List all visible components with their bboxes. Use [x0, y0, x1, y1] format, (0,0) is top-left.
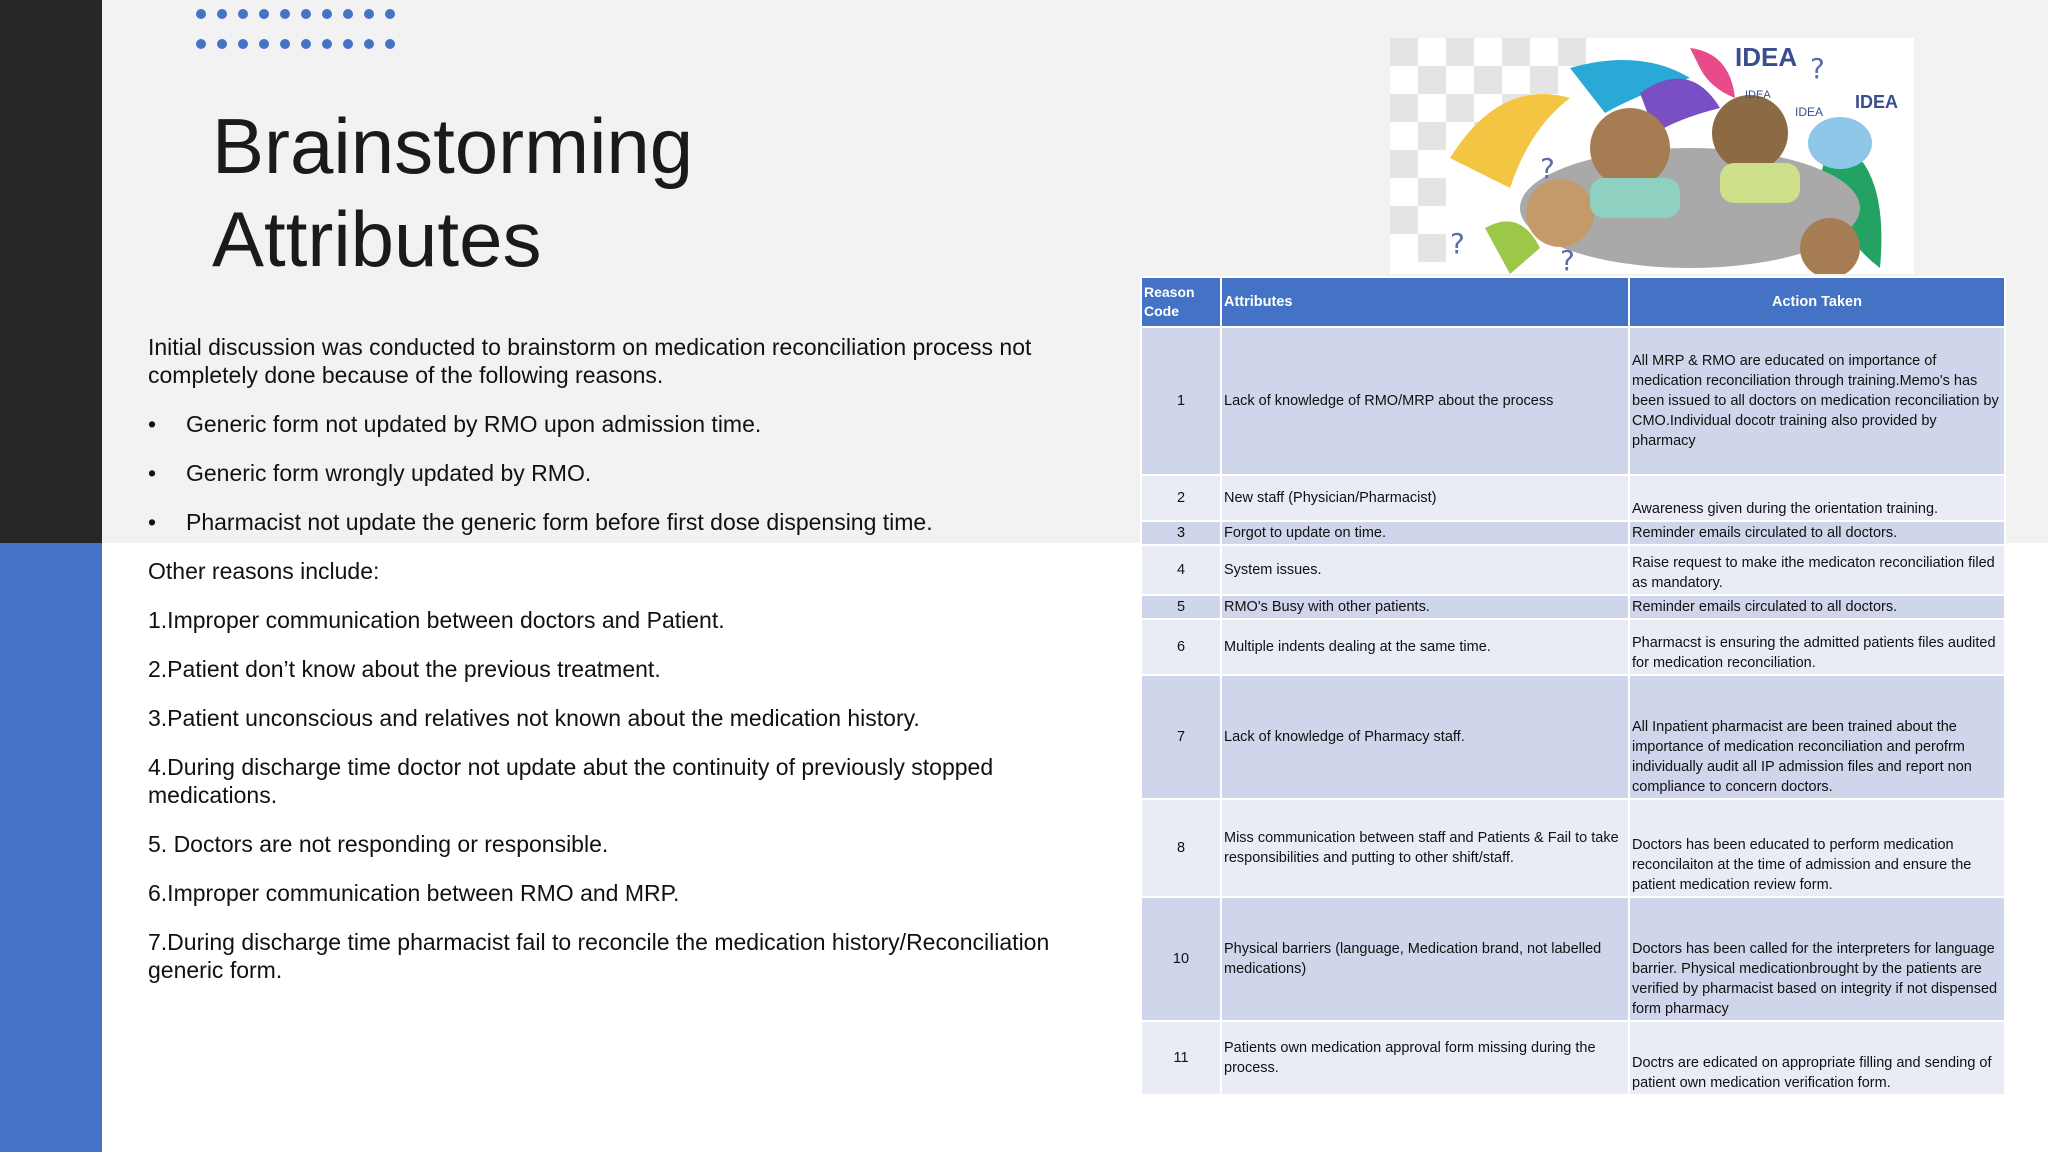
action-cell: Reminder emails circulated to all doctors.	[1629, 595, 2005, 619]
reason-bullet-list	[148, 410, 1088, 536]
header-reason-code: Reason Code	[1141, 277, 1221, 327]
idea-label: IDEA	[1735, 42, 1798, 72]
question-mark-icon: ?	[1540, 152, 1555, 185]
brainstorming-illustration-svg	[1390, 38, 1914, 274]
table-row	[1141, 675, 2005, 799]
other-reason-item: 6.Improper communication between RMO and MRP.	[148, 880, 680, 906]
idea-label: IDEA	[1795, 105, 1824, 119]
reason-code-cell: 7	[1141, 675, 1221, 799]
decorative-dot	[343, 39, 353, 49]
intro-paragraph: Initial discussion was conducted to brainstorm on medication reconciliation process not completely done because of the following reasons.	[148, 334, 1032, 388]
bullet-glyph: •	[148, 509, 157, 535]
decorative-dot	[385, 39, 395, 49]
bullet-item	[148, 410, 1088, 438]
bullet-text: Generic form wrongly updated by RMO.	[186, 460, 592, 486]
decorative-dot	[217, 39, 227, 49]
attribute-cell: Miss communication between staff and Patients & Fail to take responsibilities and putting to other shift/staff.	[1221, 799, 1629, 897]
decorative-dot	[385, 9, 395, 19]
action-cell: Doctors has been called for the interpreters for language barrier. Physical medicationbrought by the patients are verified by pharmacist based on integrity if not dispensed form pharmacy	[1629, 897, 2005, 1021]
table-row	[1141, 327, 2005, 475]
decorative-dot	[301, 39, 311, 49]
table-row	[1141, 799, 2005, 897]
bullet-glyph: •	[148, 460, 157, 486]
brainstorming-illustration	[1390, 38, 1914, 274]
table-header-row	[1141, 277, 2005, 327]
other-reason-item: 7.During discharge time pharmacist fail to reconcile the medication history/Reconciliation generic form.	[148, 929, 1050, 983]
other-reasons-heading: Other reasons include:	[148, 558, 380, 584]
attribute-cell: Forgot to update on time.	[1221, 521, 1629, 545]
attribute-cell: Patients own medication approval form missing during the process.	[1221, 1021, 1629, 1095]
attribute-cell: Physical barriers (language, Medication brand, not labelled medications)	[1221, 897, 1629, 1021]
reason-code-cell: 1	[1141, 327, 1221, 475]
bullet-text: Generic form not updated by RMO upon admission time.	[186, 411, 762, 437]
other-reason-item: 5. Doctors are not responding or responsible.	[148, 831, 609, 857]
decorative-dot-grid	[196, 9, 395, 49]
reason-code-cell: 11	[1141, 1021, 1221, 1095]
decorative-dot	[322, 39, 332, 49]
attribute-cell: New staff (Physician/Pharmacist)	[1221, 475, 1629, 521]
decorative-dot	[259, 9, 269, 19]
action-cell: Awareness given during the orientation training.	[1629, 475, 2005, 521]
decorative-dot	[301, 9, 311, 19]
decorative-dot	[364, 39, 374, 49]
attribute-cell: Lack of knowledge of Pharmacy staff.	[1221, 675, 1629, 799]
question-mark-icon: ?	[1810, 52, 1825, 85]
bullet-item	[148, 459, 1088, 487]
decorative-dot	[259, 39, 269, 49]
reason-code-cell: 3	[1141, 521, 1221, 545]
attribute-cell: Multiple indents dealing at the same time.	[1221, 619, 1629, 675]
bullet-glyph: •	[148, 411, 157, 437]
decorative-dot	[238, 9, 248, 19]
idea-label: IDEA	[1745, 89, 1771, 101]
table-row	[1141, 545, 2005, 595]
left-dark-bar	[0, 0, 102, 543]
table-row	[1141, 897, 2005, 1021]
reason-code-cell: 10	[1141, 897, 1221, 1021]
reason-code-cell: 2	[1141, 475, 1221, 521]
header-action-taken: Action Taken	[1629, 277, 2005, 327]
bullet-item	[148, 508, 1088, 536]
action-cell: Doctrs are edicated on appropriate filling and sending of patient own medication verification form.	[1629, 1021, 2005, 1095]
question-mark-icon: ?	[1560, 244, 1575, 274]
attributes-table	[1140, 276, 2006, 1096]
action-cell: All Inpatient pharmacist are been trained about the importance of medication reconciliation and perofrm individually audit all IP admission files and report non compliance to concern doctors.	[1629, 675, 2005, 799]
action-cell: Raise request to make ithe medicaton reconciliation filed as mandatory.	[1629, 545, 2005, 595]
reason-code-cell: 8	[1141, 799, 1221, 897]
other-reason-item: 3.Patient unconscious and relatives not known about the medication history.	[148, 705, 920, 731]
decorative-dot	[196, 9, 206, 19]
decorative-dot	[280, 9, 290, 19]
action-cell: Doctors has been educated to perform medication reconcilaiton at the time of admission and ensure the patient medication review form.	[1629, 799, 2005, 897]
reason-code-cell: 5	[1141, 595, 1221, 619]
decorative-dot	[238, 39, 248, 49]
reason-code-cell: 4	[1141, 545, 1221, 595]
attribute-cell: System issues.	[1221, 545, 1629, 595]
decorative-dot	[343, 9, 353, 19]
table-row	[1141, 1021, 2005, 1095]
other-reason-item: 4.During discharge time doctor not update abut the continuity of previously stopped medications.	[148, 754, 994, 808]
other-reason-item: 1.Improper communication between doctors and Patient.	[148, 607, 725, 633]
decorative-dot	[364, 9, 374, 19]
action-cell: Reminder emails circulated to all doctors.	[1629, 521, 2005, 545]
question-mark-icon: ?	[1450, 227, 1465, 260]
left-blue-bar	[0, 543, 102, 1152]
other-reason-item: 2.Patient don’t know about the previous treatment.	[148, 656, 661, 682]
decorative-dot	[217, 9, 227, 19]
table-row	[1141, 619, 2005, 675]
decorative-dot	[280, 39, 290, 49]
table-row	[1141, 475, 2005, 521]
bullet-text: Pharmacist not update the generic form before first dose dispensing time.	[186, 509, 933, 535]
idea-label: IDEA	[1855, 92, 1899, 112]
slide-title: Brainstorming Attributes	[212, 102, 694, 283]
decorative-dot	[196, 39, 206, 49]
attribute-cell: RMO's Busy with other patients.	[1221, 595, 1629, 619]
action-cell: All MRP & RMO are educated on importance of medication reconciliation through training.Memo's has been issued to all doctors on medication reconciliation by CMO.Individual docotr training also provided by pharmacy	[1629, 327, 2005, 475]
table-row	[1141, 595, 2005, 619]
body-text	[148, 333, 1088, 1005]
table-row	[1141, 521, 2005, 545]
decorative-dot	[322, 9, 332, 19]
attributes-table-container	[1140, 276, 2004, 1096]
reason-code-cell: 6	[1141, 619, 1221, 675]
action-cell: Pharmacst is ensuring the admitted patients files audited for medication reconciliation.	[1629, 619, 2005, 675]
attribute-cell: Lack of knowledge of RMO/MRP about the process	[1221, 327, 1629, 475]
header-attributes: Attributes	[1221, 277, 1629, 327]
